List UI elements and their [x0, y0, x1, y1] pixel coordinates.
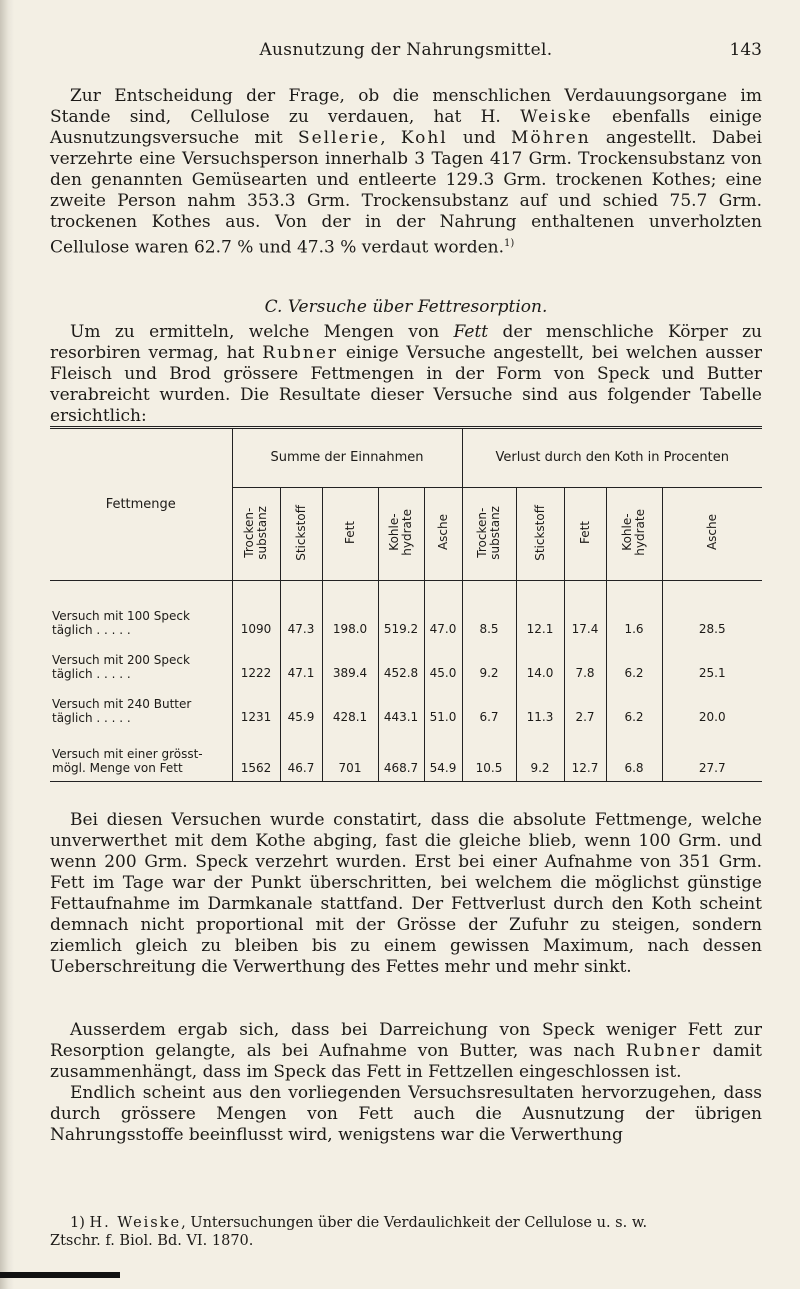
table-cell: 11.3: [516, 681, 564, 725]
table-cell: 452.8: [378, 637, 424, 681]
col-header: Kohle- hydrate: [378, 488, 424, 581]
paragraph-results: Bei diesen Versuchen wurde constatirt, dass die absolute Fettmenge, welche unverwerthet mit dem Kothe abging, fast die gleiche blieb, wenn 100 Grm. und wenn 200 Grm. Speck verzehrt wurden. Erst bei einer Aufnahme von 351 Grm. Fett im Tage war der Punkt überschritten, bei welchem die möglichst günstige Fettaufnahme im Darmkanale stattfand. Der Fettverlust durch den Koth scheint demnach nicht proportional mit der Grösse der Zufuhr zu steigen, sondern ziemlich gleich zu bleiben bis zu einem gewissen Maximum, nach dessen Ueberschreitung die Verwerthung des Fettes mehr und mehr sinkt.: [50, 810, 762, 977]
footnote-reference: 1): [504, 238, 515, 249]
table-cell: 45.0: [424, 637, 462, 681]
col-header: Fett: [564, 488, 606, 581]
table-cell: 198.0: [322, 581, 378, 638]
table-cell: 443.1: [378, 681, 424, 725]
table-cell: 1562: [232, 725, 280, 782]
table-cell: 28.5: [662, 581, 762, 638]
table-cell: 9.2: [516, 725, 564, 782]
table-cell: 8.5: [462, 581, 516, 638]
row-label: Versuch mit 100 Speck täglich . . . . .: [52, 609, 190, 637]
col-header: Trocken- substanz: [462, 488, 516, 581]
author-rubner: Rubner: [262, 343, 339, 363]
col-header: Stickstoff: [516, 488, 564, 581]
author-rubner: Rubner: [625, 1041, 702, 1061]
stub-header: Fettmenge: [50, 428, 232, 581]
table-cell: 12.1: [516, 581, 564, 638]
col-header: Trocken- substanz: [232, 488, 280, 581]
page-number: 143: [729, 40, 762, 60]
paragraph-endlich: Endlich scheint aus den vorliegenden Versuchsresultaten hervorzugehen, dass durch grössere Mengen von Fett auch die Ausnutzung der übrigen Nahrungsstoffe beeinflusst wird, wenigstens war die Verwerthung: [50, 1083, 762, 1145]
table-cell: 51.0: [424, 681, 462, 725]
table-cell: 47.0: [424, 581, 462, 638]
row-label: Versuch mit einer grösst- mögl. Menge von Fett: [50, 725, 232, 782]
section-heading: C. Versuche über Fettresorption.: [264, 297, 548, 317]
table-cell: 468.7: [378, 725, 424, 782]
term-moehren: Möhren: [510, 128, 591, 148]
table-cell: 27.7: [662, 725, 762, 782]
table-cell: 519.2: [378, 581, 424, 638]
page-edge-shadow: [0, 0, 14, 1289]
table-cell: 17.4: [564, 581, 606, 638]
table-cell: 10.5: [462, 725, 516, 782]
table-row: [50, 581, 762, 638]
paragraph-cellulose: Zur Entscheidung der Frage, ob die menschlichen Verdauungsorgane im Stande sind, Cellulose zu verdauen, hat H. Weiske ebenfalls einige Ausnutzungsversuche mit Sellerie, Kohl und Möhren angestellt. Dabei verzehrte eine Versuchsperson innerhalb 3 Tagen 417 Grm. Trockensubstanz von den genannten Gemüsearten und entleerte 129.3 Grm. trockenen Kothes; eine zweite Person nahm 353.3 Grm. Trockensubstanz auf und schied 75.7 Grm. trockenen Kothes aus. Von der in der Nahrung enthaltenen unverholzten Cellulose waren 62.7 % und 47.3 % verdaut worden.$^{1)}$: [50, 86, 762, 258]
book-page: [50, 0, 770, 1289]
scan-edge-mark: [0, 1272, 120, 1278]
table-row: [50, 637, 762, 681]
footnote-marker: 1): [70, 1215, 85, 1231]
table-cell: 47.3: [280, 581, 322, 638]
table-cell: 428.1: [322, 681, 378, 725]
footnote-author: H. Weiske: [89, 1215, 182, 1231]
table-cell: 47.1: [280, 637, 322, 681]
table-cell: 7.8: [564, 637, 606, 681]
author-weiske: Weiske: [520, 107, 593, 127]
table-cell: 1090: [232, 581, 280, 638]
term-fett: Fett: [453, 322, 489, 342]
table-cell: 1.6: [606, 581, 662, 638]
table-cell: 25.1: [662, 637, 762, 681]
table-cell: 1222: [232, 637, 280, 681]
footnote-citation: Ztschr. f. Biol. Bd. VI. 1870.: [50, 1233, 254, 1249]
col-header: Kohle- hydrate: [606, 488, 662, 581]
fat-resorption-table: [50, 426, 762, 782]
table-cell: 6.2: [606, 637, 662, 681]
table-cell: 1231: [232, 681, 280, 725]
table-cell: 45.9: [280, 681, 322, 725]
table-cell: 701: [322, 725, 378, 782]
table-cell: 6.8: [606, 725, 662, 782]
table-row: [50, 725, 762, 782]
table-cell: 12.7: [564, 725, 606, 782]
table-cell: 46.7: [280, 725, 322, 782]
group-header-verlust: Verlust durch den Koth in Procenten: [462, 428, 762, 488]
col-header: Asche: [662, 488, 762, 581]
term-sellerie: Sellerie: [297, 128, 381, 148]
running-title: Ausnutzung der Nahrungsmittel.: [259, 40, 553, 60]
table-cell: 6.7: [462, 681, 516, 725]
table-cell: 14.0: [516, 637, 564, 681]
table-cell: 20.0: [662, 681, 762, 725]
table-cell: 6.2: [606, 681, 662, 725]
col-header: Asche: [424, 488, 462, 581]
table-cell: 54.9: [424, 725, 462, 782]
group-header-einnahmen: Summe der Einnahmen: [232, 428, 462, 488]
term-kohl: Kohl: [400, 128, 448, 148]
running-header: [50, 40, 762, 64]
table-cell: 2.7: [564, 681, 606, 725]
paragraph-speck-butter: Ausserdem ergab sich, dass bei Darreichung von Speck weniger Fett zur Resorption gelangte, als bei Aufnahme von Butter, was nach Rubner damit zusammenhängt, dass im Speck das Fett in Fettzellen eingeschlossen ist.: [50, 1020, 762, 1082]
col-header: Fett: [322, 488, 378, 581]
table-row: [50, 681, 762, 725]
paragraph-fettresorption: Um zu ermitteln, welche Mengen von Fett der menschliche Körper zu resorbiren vermag, hat Rubner einige Versuche angestellt, bei welchen ausser Fleisch und Brod grössere Fettmengen in der Form von Speck und Butter verabreicht wurden. Die Resultate dieser Versuche sind aus folgender Tabelle ersichtlich:: [50, 322, 762, 426]
row-label: Versuch mit 200 Speck täglich . . . . .: [52, 653, 190, 681]
table-cell: 9.2: [462, 637, 516, 681]
footnote: 1) H. Weiske, Untersuchungen über die Verdaulichkeit der Cellulose u. s. w. Ztschr. f. Biol. Bd. VI. 1870.: [50, 1214, 762, 1250]
col-header: Stickstoff: [280, 488, 322, 581]
table-cell: 389.4: [322, 637, 378, 681]
row-label: Versuch mit 240 Butter täglich . . . . .: [52, 697, 192, 725]
